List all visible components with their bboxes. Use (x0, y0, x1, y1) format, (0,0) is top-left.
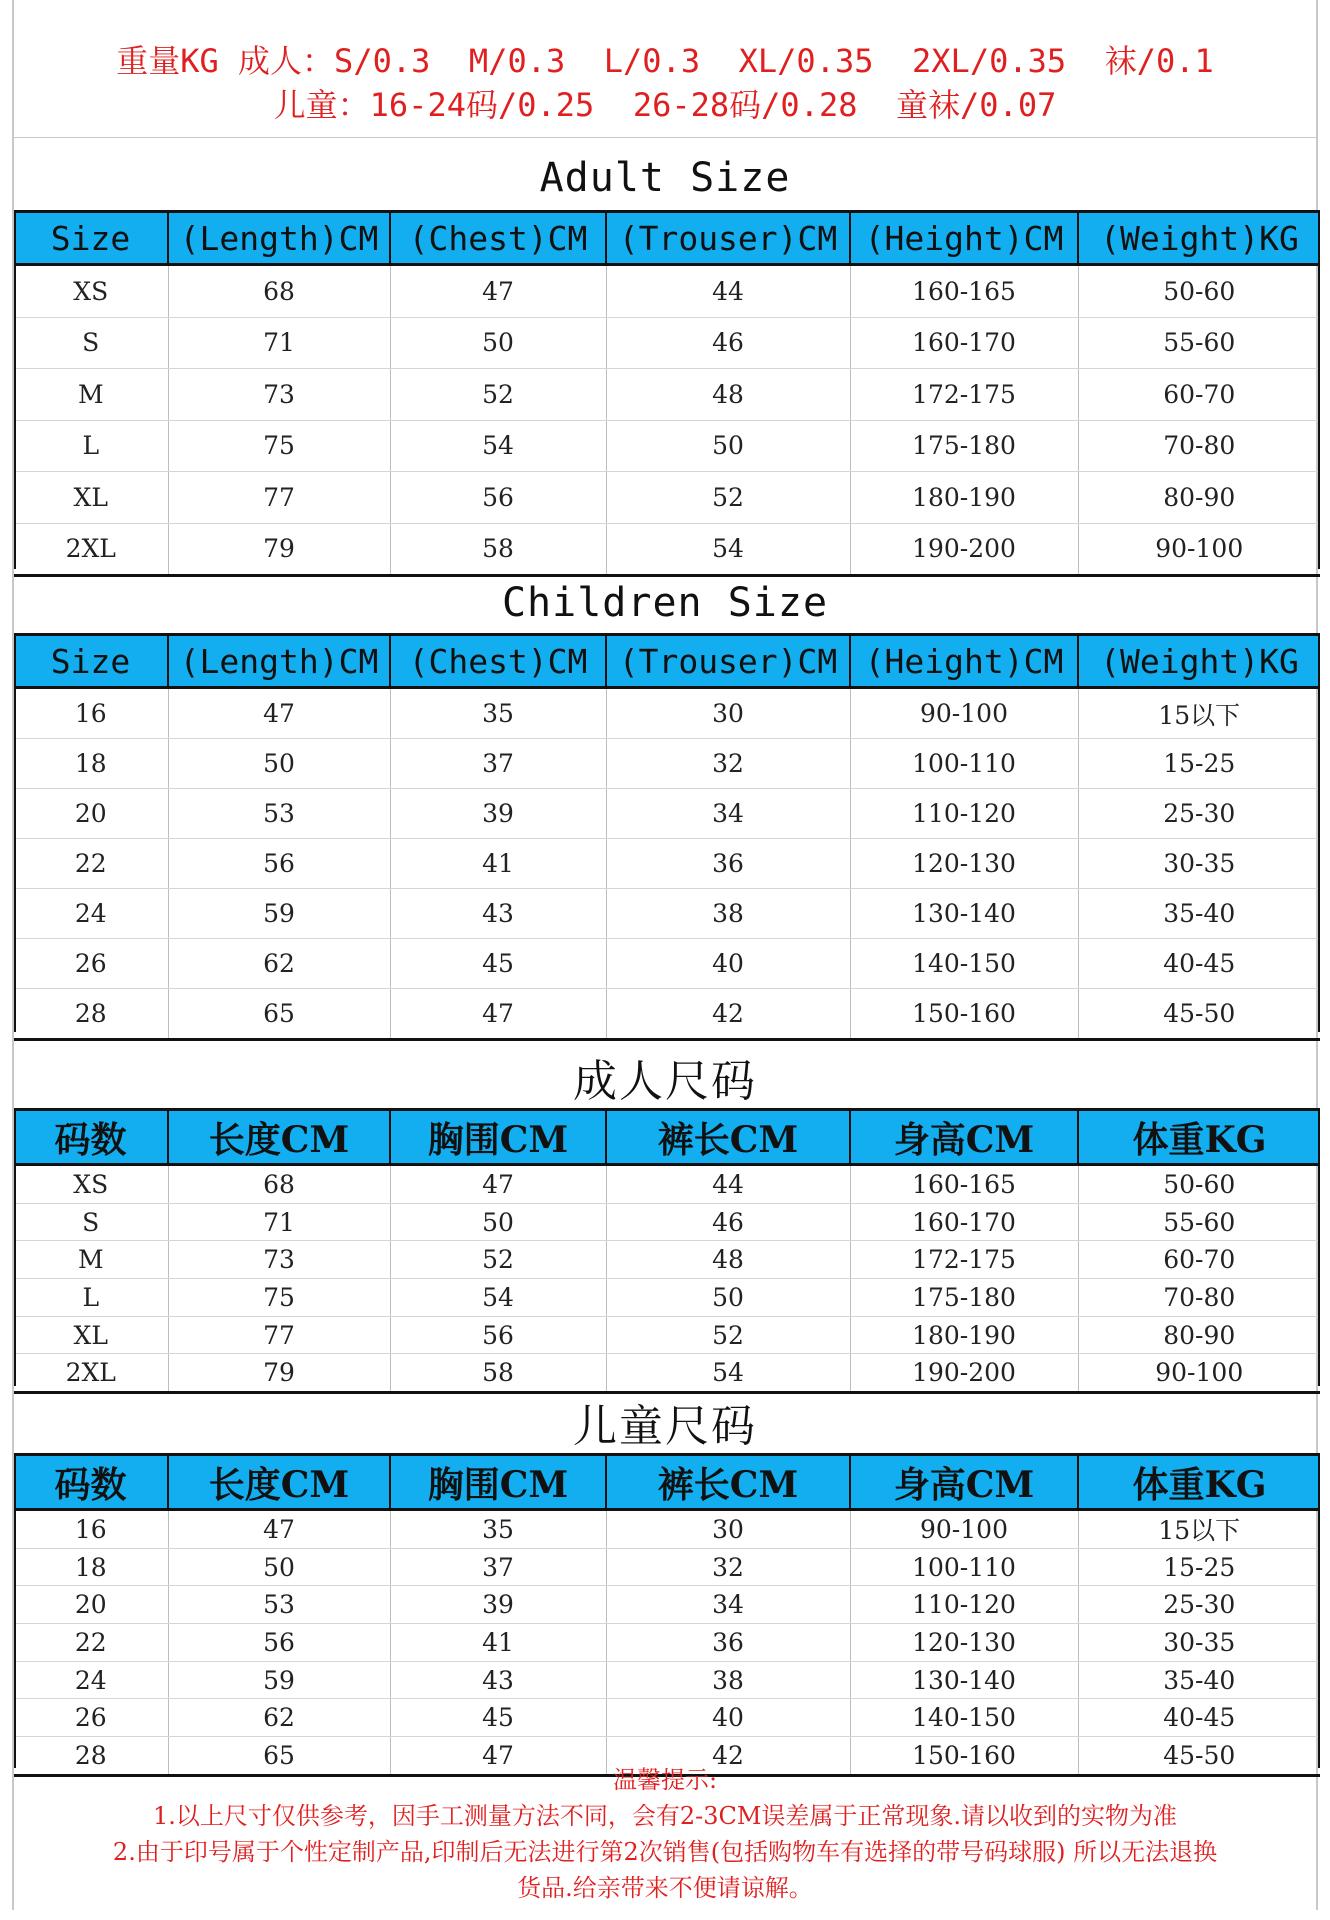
table-cell: 43 (390, 1661, 606, 1699)
table-cell: 71 (168, 1203, 390, 1241)
table-cell: 24 (14, 1661, 168, 1699)
table-cell: 75 (168, 420, 390, 472)
table-cell: 22 (14, 1624, 168, 1662)
table-row (14, 1165, 1320, 1204)
table-cell: 55-60 (1078, 317, 1320, 369)
table-cell: 52 (390, 369, 606, 421)
table-row (14, 1699, 1320, 1737)
table-cell: 26 (14, 939, 168, 989)
table-cell: 175-180 (850, 1279, 1078, 1317)
table-cell: 100-110 (850, 739, 1078, 789)
column-header: (Length)CM (168, 635, 390, 688)
column-header: 身高CM (850, 1455, 1078, 1510)
table-cell: 30 (606, 1510, 850, 1549)
table-row (14, 1316, 1320, 1354)
table-cell: 52 (606, 472, 850, 524)
table-cell: 34 (606, 789, 850, 839)
column-header: (Weight)KG (1078, 635, 1320, 688)
children-size-table (14, 633, 1320, 1041)
table-cell: 90-100 (1078, 523, 1320, 576)
column-header: 体重KG (1078, 1455, 1320, 1510)
table-cell: 30 (606, 688, 850, 739)
table-row (14, 1661, 1320, 1699)
table-cell: 45 (390, 939, 606, 989)
table-cell: 58 (390, 523, 606, 576)
table-row (14, 1354, 1320, 1393)
column-header: 胸围CM (390, 1455, 606, 1510)
table-cell: 79 (168, 1354, 390, 1393)
table-cell: XS (14, 1165, 168, 1204)
children-size-title: Children Size (501, 580, 829, 626)
table-cell: 35 (390, 1510, 606, 1549)
table-cell: 16 (14, 1510, 168, 1549)
table-cell: L (14, 1279, 168, 1317)
table-row (14, 989, 1320, 1040)
table-cell: 18 (14, 1548, 168, 1586)
column-header: (Chest)CM (390, 212, 606, 265)
table-cell: 45-50 (1078, 1737, 1320, 1776)
table-row (14, 1586, 1320, 1624)
column-header: 体重KG (1078, 1110, 1320, 1165)
table-cell: 30-35 (1078, 1624, 1320, 1662)
table-cell: XS (14, 265, 168, 318)
table-cell: 47 (168, 1510, 390, 1549)
weight-info-adult: 重量KG 成人：S/0.3 M/0.3 L/0.3 XL/0.35 2XL/0.35 袜/0.1 (116, 42, 1214, 80)
table-cell: 28 (14, 989, 168, 1040)
column-header: 长度CM (168, 1110, 390, 1165)
table-row (14, 1279, 1320, 1317)
table-row (14, 420, 1320, 472)
table-cell: 50 (390, 317, 606, 369)
table-cell: 140-150 (850, 939, 1078, 989)
table-cell: 50 (168, 739, 390, 789)
table-cell: 90-100 (850, 688, 1078, 739)
table-cell: 70-80 (1078, 1279, 1320, 1317)
table-cell: 180-190 (850, 472, 1078, 524)
column-header: (Weight)KG (1078, 212, 1320, 265)
table-cell: 48 (606, 369, 850, 421)
table-cell: 73 (168, 369, 390, 421)
table-row (14, 265, 1320, 318)
table-cell: 100-110 (850, 1548, 1078, 1586)
table-row (14, 1624, 1320, 1662)
table-cell: 38 (606, 889, 850, 939)
table-cell: 44 (606, 1165, 850, 1204)
column-header: Size (14, 212, 168, 265)
table-cell: 55-60 (1078, 1203, 1320, 1241)
header-row (14, 635, 1320, 688)
table-cell: 62 (168, 1699, 390, 1737)
table-cell: 45 (390, 1699, 606, 1737)
table-cell: 172-175 (850, 1241, 1078, 1279)
table-cell: 47 (390, 989, 606, 1040)
table-row (14, 688, 1320, 739)
column-header: (Length)CM (168, 212, 390, 265)
table-cell: 40 (606, 939, 850, 989)
column-header: 身高CM (850, 1110, 1078, 1165)
table-cell: 35-40 (1078, 889, 1320, 939)
table-cell: 52 (390, 1241, 606, 1279)
table-cell: 59 (168, 1661, 390, 1699)
notice-title: 温馨提示: (612, 1766, 718, 1794)
table-cell: 90-100 (1078, 1354, 1320, 1393)
table-cell: 110-120 (850, 789, 1078, 839)
table-cell: 47 (390, 1737, 606, 1776)
children-size-cn-table (14, 1453, 1320, 1777)
notice-line-3: 货品.给亲带来不便请谅解。 (517, 1874, 813, 1902)
table-row (14, 939, 1320, 989)
table-cell: 46 (606, 317, 850, 369)
table-cell: 20 (14, 1586, 168, 1624)
weight-info-children: 儿童：16-24码/0.25 26-28码/0.28 童袜/0.07 (273, 86, 1057, 124)
table-cell: 44 (606, 265, 850, 318)
table-cell: 190-200 (850, 523, 1078, 576)
table-cell: 52 (606, 1316, 850, 1354)
table-cell: 80-90 (1078, 1316, 1320, 1354)
table-cell: 20 (14, 789, 168, 839)
table-cell: 50-60 (1078, 265, 1320, 318)
table-cell: 70-80 (1078, 420, 1320, 472)
table-row (14, 889, 1320, 939)
table-cell: 35-40 (1078, 1661, 1320, 1699)
header-row (14, 1455, 1320, 1510)
table-cell: 120-130 (850, 839, 1078, 889)
notice-line-2: 2.由于印号属于个性定制产品,印制后无法进行第2次销售(包括购物车有选择的带号码球服) 所以无法退换 (112, 1838, 1218, 1866)
table-cell: 50 (390, 1203, 606, 1241)
table-cell: 50-60 (1078, 1165, 1320, 1204)
table-cell: 80-90 (1078, 472, 1320, 524)
table-cell: 46 (606, 1203, 850, 1241)
table-cell: L (14, 420, 168, 472)
table-cell: M (14, 369, 168, 421)
table-cell: 60-70 (1078, 369, 1320, 421)
table-cell: 40-45 (1078, 1699, 1320, 1737)
adult-size-cn-title: 成人尺码 (573, 1056, 757, 1107)
table-row (14, 1241, 1320, 1279)
children-size-cn-title: 儿童尺码 (573, 1401, 757, 1452)
table-cell: S (14, 1203, 168, 1241)
table-cell: 2XL (14, 523, 168, 576)
table-cell: 68 (168, 1165, 390, 1204)
table-cell: 39 (390, 789, 606, 839)
notice-line-1: 1.以上尺寸仅供参考，因手工测量方法不同，会有2-3CM误差属于正常现象.请以收到的实物为准 (152, 1802, 1178, 1830)
table-cell: 71 (168, 317, 390, 369)
size-chart-sheet (12, 0, 1318, 1910)
table-cell: 58 (390, 1354, 606, 1393)
adult-size-title: Adult Size (539, 155, 791, 201)
column-header: (Chest)CM (390, 635, 606, 688)
table-cell: 37 (390, 739, 606, 789)
table-cell: 26 (14, 1699, 168, 1737)
table-cell: 43 (390, 889, 606, 939)
table-row (14, 789, 1320, 839)
table-cell: 36 (606, 1624, 850, 1662)
table-cell: 62 (168, 939, 390, 989)
table-cell: 28 (14, 1737, 168, 1776)
table-cell: 59 (168, 889, 390, 939)
table-cell: 54 (606, 1354, 850, 1393)
table-cell: 36 (606, 839, 850, 889)
table-cell: 35 (390, 688, 606, 739)
table-cell: 42 (606, 1737, 850, 1776)
table-cell: 150-160 (850, 1737, 1078, 1776)
table-cell: 16 (14, 688, 168, 739)
table-cell: 42 (606, 989, 850, 1040)
table-cell: 37 (390, 1548, 606, 1586)
table-cell: 160-165 (850, 1165, 1078, 1204)
table-cell: M (14, 1241, 168, 1279)
table-cell: 54 (390, 420, 606, 472)
table-cell: 56 (390, 472, 606, 524)
table-cell: 56 (168, 839, 390, 889)
table-cell: 30-35 (1078, 839, 1320, 889)
table-cell: 65 (168, 1737, 390, 1776)
table-cell: 160-165 (850, 265, 1078, 318)
column-header: (Trouser)CM (606, 635, 850, 688)
table-cell: 53 (168, 789, 390, 839)
table-cell: 41 (390, 839, 606, 889)
table-row (14, 369, 1320, 421)
table-cell: 54 (390, 1279, 606, 1317)
column-header: (Trouser)CM (606, 212, 850, 265)
table-cell: 50 (606, 420, 850, 472)
column-header: 裤长CM (606, 1110, 850, 1165)
table-cell: 45-50 (1078, 989, 1320, 1040)
table-row (14, 472, 1320, 524)
column-header: 胸围CM (390, 1110, 606, 1165)
table-cell: 53 (168, 1586, 390, 1624)
table-cell: 79 (168, 523, 390, 576)
table-cell: 34 (606, 1586, 850, 1624)
header-row (14, 1110, 1320, 1165)
column-header: 码数 (14, 1455, 168, 1510)
table-cell: 73 (168, 1241, 390, 1279)
table-cell: 130-140 (850, 889, 1078, 939)
table-cell: 25-30 (1078, 1586, 1320, 1624)
table-cell: 47 (390, 1165, 606, 1204)
table-cell: 41 (390, 1624, 606, 1662)
table-cell: 22 (14, 839, 168, 889)
table-cell: 40-45 (1078, 939, 1320, 989)
table-cell: 68 (168, 265, 390, 318)
table-cell: 120-130 (850, 1624, 1078, 1662)
table-cell: 90-100 (850, 1510, 1078, 1549)
table-cell: 77 (168, 472, 390, 524)
table-cell: 39 (390, 1586, 606, 1624)
table-cell: 110-120 (850, 1586, 1078, 1624)
notice-block (14, 1762, 1316, 1906)
table-row (14, 1510, 1320, 1549)
table-cell: 160-170 (850, 317, 1078, 369)
column-header: 码数 (14, 1110, 168, 1165)
table-row (14, 1203, 1320, 1241)
table-cell: 77 (168, 1316, 390, 1354)
table-cell: XL (14, 472, 168, 524)
table-cell: 65 (168, 989, 390, 1040)
table-cell: 2XL (14, 1354, 168, 1393)
table-cell: 56 (168, 1624, 390, 1662)
table-cell: 15以下 (1078, 1510, 1320, 1549)
table-cell: 130-140 (850, 1661, 1078, 1699)
header-divider (14, 137, 1316, 138)
table-row (14, 317, 1320, 369)
table-row (14, 1548, 1320, 1586)
adult-size-table (14, 210, 1320, 577)
table-cell: 32 (606, 1548, 850, 1586)
adult-size-cn-table (14, 1108, 1320, 1394)
column-header: (Height)CM (850, 635, 1078, 688)
column-header: 裤长CM (606, 1455, 850, 1510)
table-cell: 175-180 (850, 420, 1078, 472)
table-cell: 75 (168, 1279, 390, 1317)
table-cell: 140-150 (850, 1699, 1078, 1737)
table-cell: 54 (606, 523, 850, 576)
header-row (14, 212, 1320, 265)
table-row (14, 739, 1320, 789)
table-cell: 24 (14, 889, 168, 939)
table-cell: 180-190 (850, 1316, 1078, 1354)
table-row (14, 523, 1320, 576)
table-cell: 190-200 (850, 1354, 1078, 1393)
column-header: Size (14, 635, 168, 688)
table-cell: 60-70 (1078, 1241, 1320, 1279)
table-cell: S (14, 317, 168, 369)
column-header: (Height)CM (850, 212, 1078, 265)
table-cell: 150-160 (850, 989, 1078, 1040)
table-cell: 15-25 (1078, 739, 1320, 789)
table-cell: 50 (168, 1548, 390, 1586)
table-cell: 38 (606, 1661, 850, 1699)
table-cell: 40 (606, 1699, 850, 1737)
table-cell: 47 (168, 688, 390, 739)
table-cell: 25-30 (1078, 789, 1320, 839)
table-cell: 47 (390, 265, 606, 318)
table-cell: 172-175 (850, 369, 1078, 421)
column-header: 长度CM (168, 1455, 390, 1510)
table-cell: 160-170 (850, 1203, 1078, 1241)
table-cell: 56 (390, 1316, 606, 1354)
table-cell: 50 (606, 1279, 850, 1317)
table-row (14, 839, 1320, 889)
table-cell: 48 (606, 1241, 850, 1279)
table-cell: 32 (606, 739, 850, 789)
table-cell: 15以下 (1078, 688, 1320, 739)
table-cell: 18 (14, 739, 168, 789)
table-cell: 15-25 (1078, 1548, 1320, 1586)
table-cell: XL (14, 1316, 168, 1354)
